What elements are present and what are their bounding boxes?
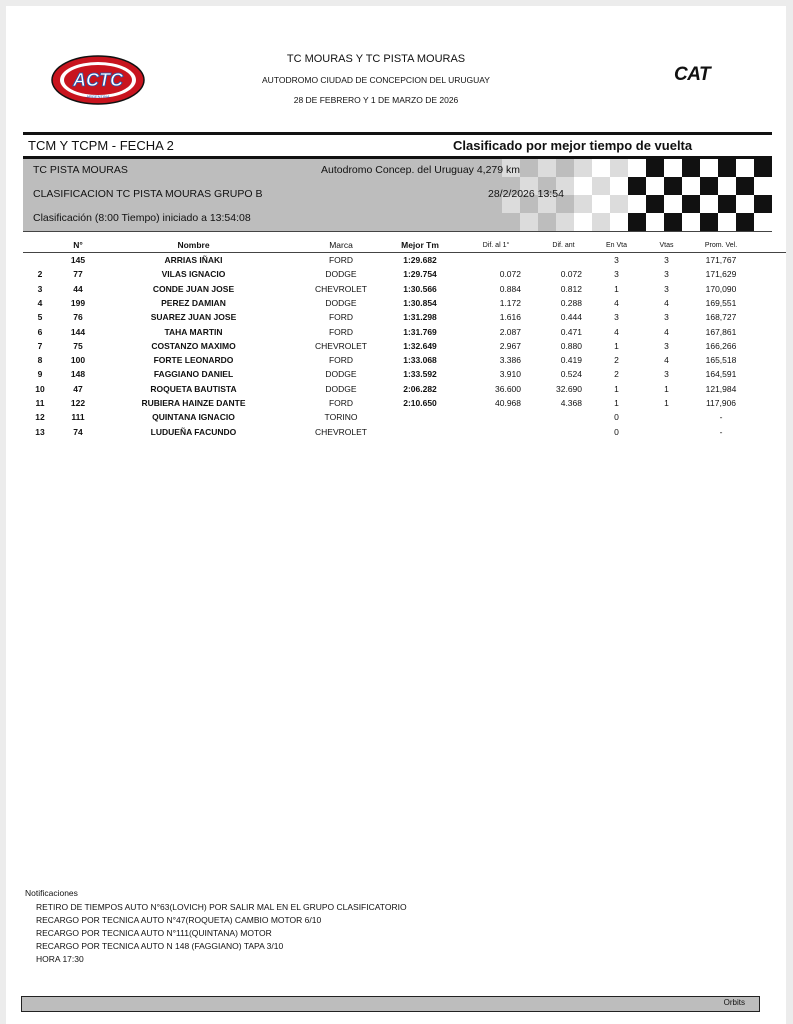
classification-title: Clasificado por mejor tiempo de vuelta [453,138,693,153]
cell-avg-speed: 171,767 [705,255,737,265]
cell-brand: FORD [328,255,354,265]
cell-avg-speed: 166,266 [705,340,737,351]
cell-position: 10 [35,383,45,394]
cell-laps: 3 [664,369,669,380]
cell-on-lap: 4 [614,326,619,337]
cell-brand: DODGE [325,369,357,380]
cat-logo: CAT [674,64,711,85]
flag-square [700,213,718,231]
cell-number: 77 [73,269,83,280]
cell-diff-first: 1.616 [499,312,521,323]
cell-best-time: 1:33.592 [403,369,437,380]
cell-avg-speed: 165,518 [705,355,737,366]
cell-number: 148 [70,369,86,380]
cell-on-lap: 3 [614,269,619,280]
event-title: TCM Y TCPM - FECHA 2 [28,138,174,153]
cell-best-time: 1:33.068 [403,355,437,366]
cell-laps: 3 [664,269,669,280]
flag-square [520,159,538,177]
cell-brand: DODGE [325,297,357,308]
cell-number: 76 [73,312,83,323]
cell-brand: FORD [328,355,354,366]
cell-on-lap: 3 [614,312,619,323]
cell-name: COSTANZO MAXIMO [151,340,236,351]
cell-laps: 1 [664,383,669,394]
cell-diff-prev: 0.880 [560,340,582,351]
flag-square [682,213,700,231]
flag-square [646,159,664,177]
notification-line: RECARGO POR TECNICA AUTO N°111(QUINTANA) MOTOR [36,928,272,938]
cell-diff-prev: 0.471 [560,326,582,337]
flag-square [664,159,682,177]
cell-position: 11 [35,398,45,408]
flag-square [574,213,592,231]
cell-name: ARRIAS IÑAKI [164,255,223,265]
cell-on-lap: 2 [614,355,619,366]
flag-square [700,195,718,213]
cell-laps: 4 [664,297,669,308]
notifications-title: Notificaciones [25,888,78,898]
col-header-best: Mejor Tm [401,240,439,250]
flag-square [646,195,664,213]
footer-brand: Orbits [723,998,745,1007]
cell-avg-speed: 117,906 [705,398,737,408]
cell-number: 47 [73,383,83,394]
cell-name: VILAS IGNACIO [161,269,226,280]
flag-square [592,177,610,195]
flag-square [538,159,556,177]
flag-square [718,177,736,195]
cell-best-time: 1:31.769 [403,326,437,337]
cell-number: 122 [70,398,86,408]
flag-square [520,213,538,231]
results-page [6,6,786,1024]
cell-best-time: 1:29.682 [403,255,437,265]
cell-avg-speed: 167,861 [705,326,737,337]
flag-square [700,177,718,195]
cell-number: 100 [70,355,86,366]
col-header-laps: Vtas [659,242,674,249]
flag-square [754,159,772,177]
cell-on-lap: 0 [614,426,619,437]
flag-square [754,177,772,195]
col-header-avg: Prom. Vel. [704,242,738,249]
cell-brand: FORD [328,398,354,408]
svg-text:ACTC: ACTC [73,70,123,90]
flag-square [628,213,646,231]
cell-best-time: 1:30.854 [403,297,437,308]
cell-brand: CHEVROLET [315,283,367,294]
col-header-diff1: Dif. al 1° [482,242,510,249]
flag-square [538,213,556,231]
flag-square [718,195,736,213]
cell-diff-first: 1.172 [499,297,521,308]
flag-square [736,177,754,195]
flag-square [664,195,682,213]
cell-avg-speed: 171,629 [705,269,737,280]
cell-laps: 4 [664,326,669,337]
cell-diff-first: 0.072 [499,269,521,280]
cell-brand: DODGE [325,383,357,394]
cell-diff-prev: 0.444 [560,312,582,323]
cell-on-lap: 3 [614,255,619,265]
cell-best-time: 1:32.649 [403,340,437,351]
flag-square [592,159,610,177]
flag-square [664,213,682,231]
cell-laps: 3 [664,283,669,294]
divider [23,132,772,135]
circuit-label: Autodromo Concep. del Uruguay 4,279 km [321,164,521,176]
flag-square [592,213,610,231]
cell-laps: 1 [664,398,669,408]
cell-position: 4 [37,297,43,308]
flag-square [628,159,646,177]
cell-diff-first: 0.884 [499,283,521,294]
flag-square [664,177,682,195]
cell-avg-speed: 121,984 [705,383,737,394]
cell-best-time: 2:10.650 [403,398,437,408]
flag-square [574,195,592,213]
cell-avg-speed: 169,551 [705,297,737,308]
cell-number: 199 [70,297,86,308]
cell-on-lap: 1 [614,283,619,294]
cell-best-time: 1:29.754 [403,269,437,280]
cell-name: ROQUETA BAUTISTA [150,383,237,394]
flag-square [718,159,736,177]
cell-diff-prev: 0.524 [560,369,582,380]
flag-square [592,195,610,213]
cell-on-lap: 1 [614,383,619,394]
cell-diff-first: 2.087 [499,326,521,337]
flag-square [682,195,700,213]
cell-number: 111 [71,412,85,423]
cell-diff-prev: 0.288 [560,297,582,308]
svg-text:ARGENTINA: ARGENTINA [86,94,110,99]
cell-position: 2 [37,269,43,280]
cell-position: 9 [37,369,43,380]
category-label: TC PISTA MOURAS [33,164,128,176]
cell-diff-prev: 0.812 [560,283,582,294]
cell-name: PEREZ DAMIAN [161,297,226,308]
cell-brand: DODGE [325,269,357,280]
session-datetime: 28/2/2026 13:54 [488,188,564,200]
cell-on-lap: 0 [614,412,619,423]
notification-line: HORA 17:30 [36,954,84,964]
flag-square [502,213,520,231]
cell-laps: 3 [664,312,669,323]
flag-square [646,177,664,195]
actc-logo [50,54,146,106]
col-header-number: N° [73,240,83,250]
cell-brand: FORD [328,312,354,323]
cell-name: FAGGIANO DANIEL [153,369,234,380]
col-header-onlap: En Vta [605,242,627,249]
cell-name: FORTE LEONARDO [153,355,234,366]
flag-square [628,195,646,213]
cell-name: RUBIERA HAINZE DANTE [141,398,246,408]
cell-avg-speed: - [719,426,723,437]
cell-best-time: 2:06.282 [403,383,437,394]
cell-diff-first: 36.600 [495,383,521,394]
cell-name: CONDE JUAN JOSE [152,283,235,294]
cell-brand: CHEVROLET [315,340,367,351]
cell-best-time: 1:31.298 [403,312,437,323]
flag-square [610,177,628,195]
footer-bar [21,996,760,1012]
session-start: Clasificación (8:00 Tiempo) iniciado a 13:54:08 [33,212,251,224]
cell-diff-prev: 0.419 [560,355,582,366]
cell-avg-speed: - [719,412,723,423]
header-title: TC MOURAS Y TC PISTA MOURAS [286,53,466,65]
flag-square [610,213,628,231]
flag-square [754,213,772,231]
cell-diff-first: 2.967 [499,340,521,351]
flag-square [610,195,628,213]
flag-square [736,213,754,231]
flag-square [556,213,574,231]
flag-square [610,159,628,177]
cell-avg-speed: 164,591 [705,369,737,380]
cell-position: 6 [37,326,43,337]
flag-square [682,159,700,177]
col-header-diffprev: Dif. ant [552,242,575,249]
flag-square [718,213,736,231]
cell-position: 7 [37,340,43,351]
flag-square [700,159,718,177]
divider [23,231,772,232]
cell-on-lap: 2 [614,369,619,380]
cell-number: 75 [73,340,83,351]
cell-name: TAHA MARTIN [164,326,223,337]
cell-number: 144 [70,326,86,337]
cell-brand: FORD [328,326,354,337]
cell-diff-prev: 4.368 [560,398,582,408]
flag-square [646,213,664,231]
divider [23,252,786,253]
flag-square [754,195,772,213]
session-label: CLASIFICACION TC PISTA MOURAS GRUPO B [33,188,263,200]
cell-position: 3 [37,283,43,294]
cell-best-time: 1:30.566 [403,283,437,294]
cell-name: QUINTANA IGNACIO [152,412,235,423]
cell-diff-first: 3.386 [499,355,521,366]
notification-line: RECARGO POR TECNICA AUTO N°47(ROQUETA) CAMBIO MOTOR 6/10 [36,915,322,925]
cell-diff-prev: 32.690 [556,383,582,394]
cell-position: 5 [37,312,43,323]
cell-name: LUDUEÑA FACUNDO [150,426,237,437]
flag-square [736,159,754,177]
flag-square [574,159,592,177]
cell-position: 8 [37,355,43,366]
cell-avg-speed: 170,090 [705,283,737,294]
cell-position: 12 [35,412,45,423]
header-dates: 28 DE FEBRERO Y 1 DE MARZO DE 2026 [293,95,459,105]
cell-on-lap: 1 [614,398,619,408]
cell-number: 74 [73,426,83,437]
col-header-brand: Marca [329,240,353,250]
cell-diff-prev: 0.072 [560,269,582,280]
header-venue: AUTODROMO CIUDAD DE CONCEPCION DEL URUGUAY [262,75,490,85]
cell-brand: TORINO [324,412,358,423]
notification-line: RECARGO POR TECNICA AUTO N 148 (FAGGIANO) TAPA 3/10 [36,941,284,951]
col-header-name: Nombre [177,240,210,250]
cell-number: 44 [73,283,83,294]
flag-square [682,177,700,195]
cell-diff-first: 3.910 [499,369,521,380]
flag-square [574,177,592,195]
notification-line: RETIRO DE TIEMPOS AUTO N°63(LOVICH) POR SALIR MAL EN EL GRUPO CLASIFICATORIO [36,902,407,912]
cell-on-lap: 4 [614,297,619,308]
cell-avg-speed: 168,727 [705,312,737,323]
cell-position: 13 [35,426,45,437]
flag-square [628,177,646,195]
cell-number: 145 [70,255,86,265]
cell-brand: CHEVROLET [315,426,367,437]
cell-diff-first: 40.968 [495,398,521,408]
cell-on-lap: 1 [614,340,619,351]
flag-square [556,159,574,177]
cell-laps: 4 [664,355,669,366]
cell-name: SUAREZ JUAN JOSE [150,312,237,323]
flag-square [736,195,754,213]
cell-laps: 3 [664,255,669,265]
cell-laps: 3 [664,340,669,351]
